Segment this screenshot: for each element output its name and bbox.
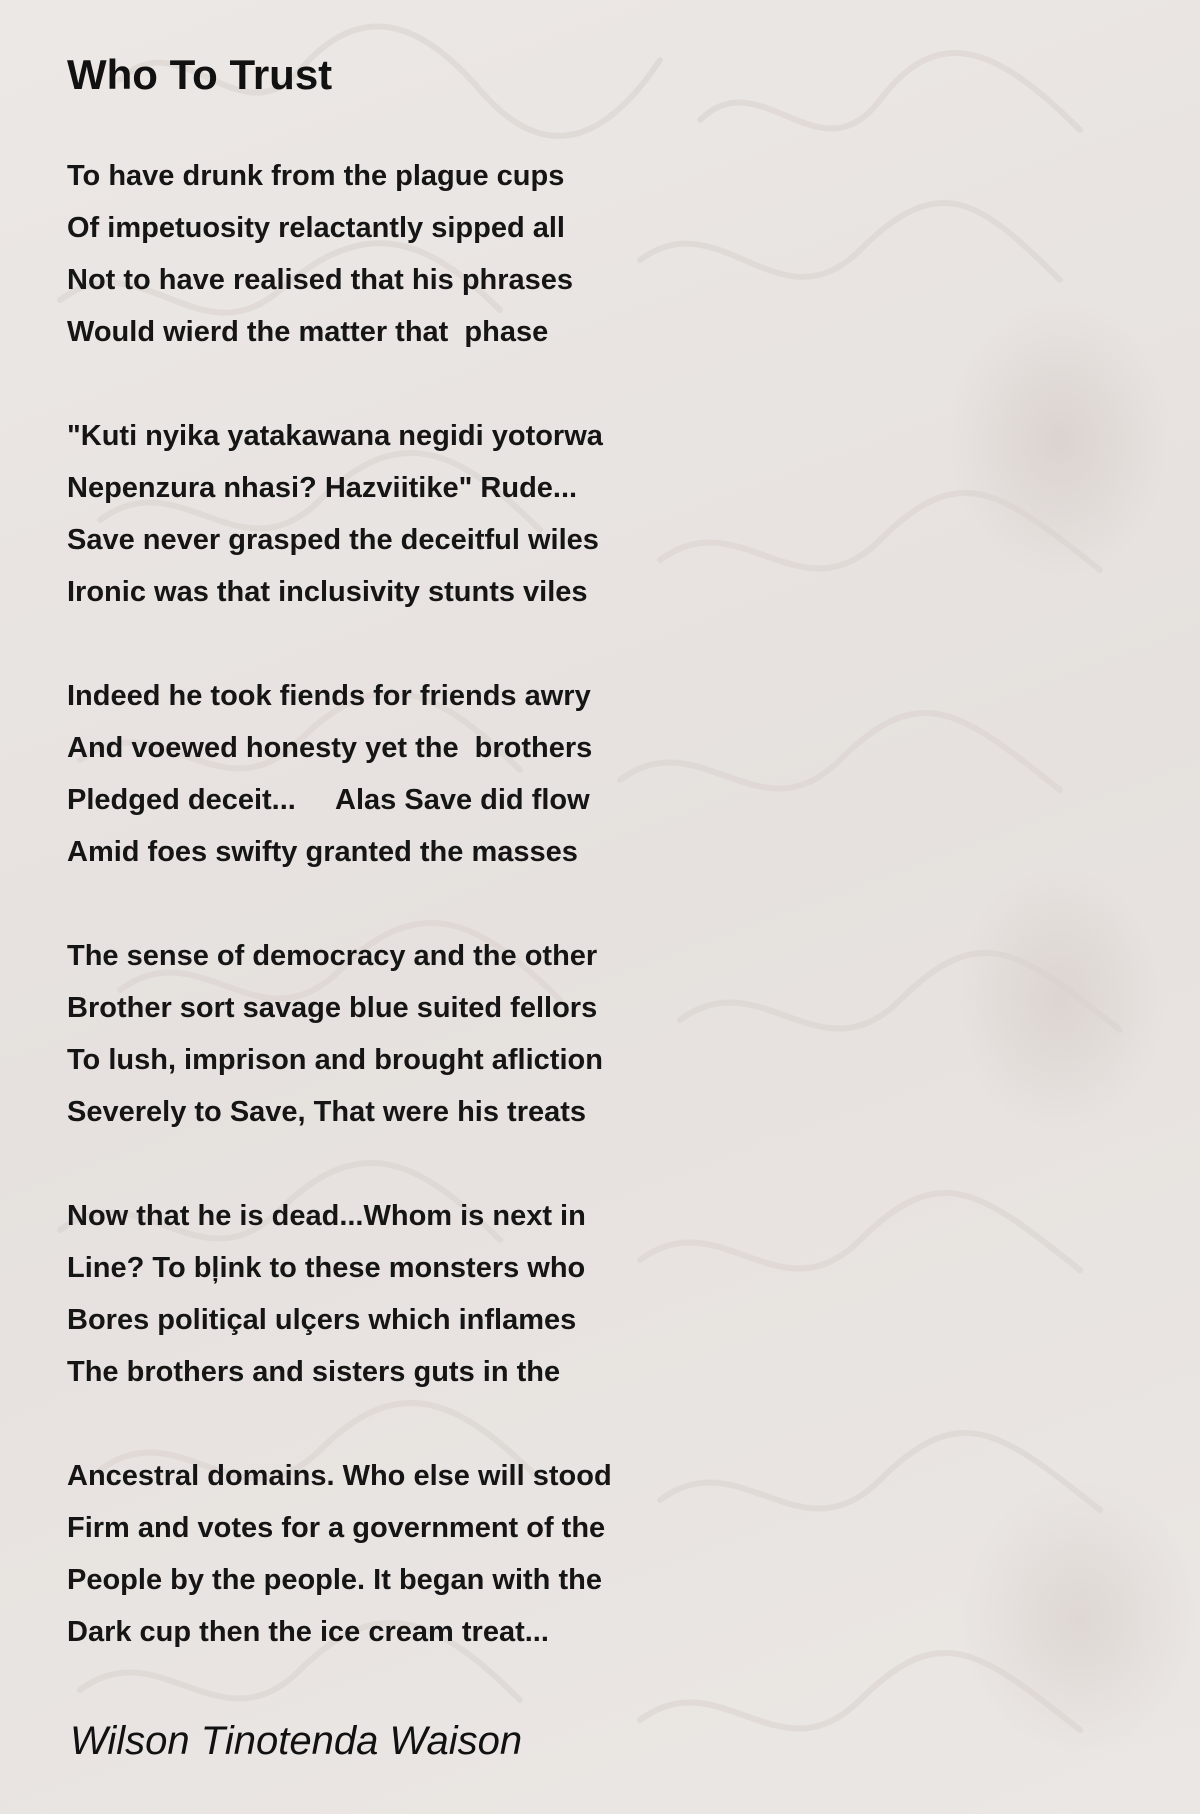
stanza [67, 930, 967, 1138]
poem-author: Wilson Tinotenda Waison [70, 1719, 523, 1763]
poem-line: To have drunk from the plague cups [67, 160, 565, 192]
poem-line: Ancestral domains. Who else will stood [67, 1460, 612, 1492]
poem-line: Amid foes swifty granted the masses [67, 836, 578, 868]
poem-line: Ironic was that inclusivity stunts viles [67, 576, 588, 608]
poem-line: Would wierd the matter that phase [67, 316, 549, 348]
poem-line: Line? To bļink to these monsters who [67, 1252, 586, 1284]
stanza [67, 410, 967, 618]
poem-line: Dark cup then the ice cream treat... [67, 1616, 549, 1648]
poem-line: Indeed he took fiends for friends awry [67, 680, 591, 712]
poem-line: People by the people. It began with the [67, 1564, 602, 1596]
poem-line: Now that he is dead...Whom is next in [67, 1200, 586, 1232]
poem-line: The brothers and sisters guts in the [67, 1356, 561, 1388]
stanza [67, 1450, 967, 1658]
poem-line: And voewed honesty yet the brothers [67, 732, 593, 764]
poem-line: Bores politiçal ulçers which inflames [67, 1304, 577, 1336]
poem-line: The sense of democracy and the other [67, 940, 598, 972]
stanza [67, 1190, 967, 1398]
poem-line: Severely to Save, That were his treats [67, 1096, 587, 1128]
poem-line: Of impetuosity relactantly sipped all [67, 212, 565, 244]
poem-line: "Kuti nyika yatakawana negidi yotorwa [67, 420, 603, 452]
poem-line: Firm and votes for a government of the [67, 1512, 606, 1544]
poem-line: To lush, imprison and brought afliction [67, 1044, 603, 1076]
poem-line: Pledged deceit... Alas Save did flow [67, 784, 590, 816]
poem-line: Brother sort savage blue suited fellors [67, 992, 598, 1024]
poem-line: Nepenzura nhasi? Hazviitike" Rude... [67, 472, 578, 504]
poem-title: Who To Trust [67, 51, 333, 98]
poem-body [67, 150, 967, 1710]
stanza [67, 150, 967, 358]
stanza [67, 670, 967, 878]
poem-line: Save never grasped the deceitful wiles [67, 524, 599, 556]
poem-line: Not to have realised that his phrases [67, 264, 574, 296]
